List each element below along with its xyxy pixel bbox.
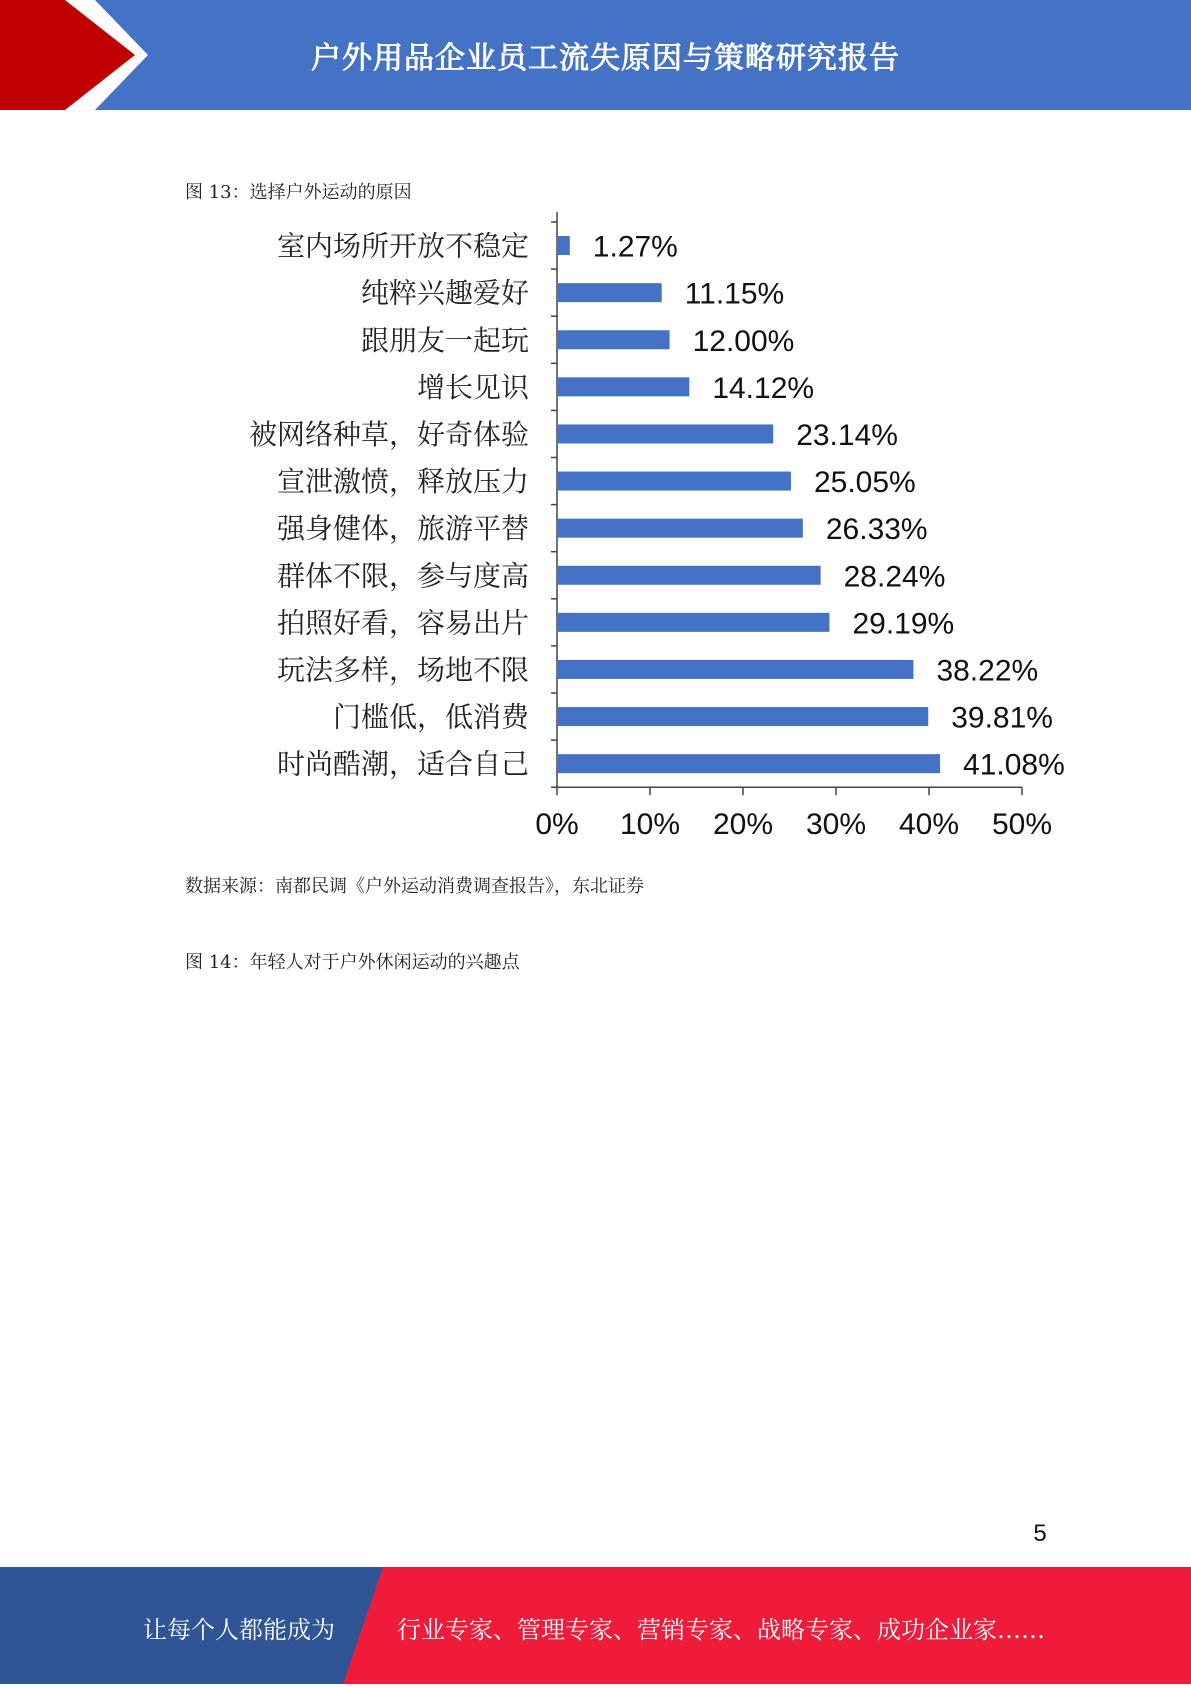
bar — [558, 472, 791, 491]
data-label: 14.12% — [712, 371, 815, 405]
data-label: 11.15% — [684, 277, 785, 311]
header-banner — [0, 0, 1191, 110]
data-label: 25.05% — [813, 466, 916, 500]
category-label: 时尚酷潮，适合自己 — [276, 747, 529, 781]
bar — [558, 519, 803, 538]
bar — [558, 377, 689, 396]
bar — [558, 613, 829, 632]
data-label: 28.24% — [843, 560, 946, 594]
category-label: 宣泄激愤，释放压力 — [276, 465, 529, 499]
data-label: 26.33% — [825, 513, 928, 547]
figure-13-source: 数据来源：南都民调《户外运动消费调查报告》，东北证券 — [185, 876, 644, 897]
value-tick-label: 30% — [805, 808, 867, 842]
value-tick-label: 10% — [619, 808, 681, 842]
category-label: 增长见识 — [416, 370, 529, 404]
reasons-bar-chart — [185, 210, 1085, 860]
document-title: 户外用品企业员工流失原因与策略研究报告 — [311, 41, 900, 76]
category-label: 门槛低，低消费 — [332, 700, 529, 734]
data-label: 1.27% — [592, 230, 678, 264]
category-label: 被网络种草，好奇体验 — [248, 417, 529, 451]
bar — [558, 330, 670, 349]
category-label: 纯粹兴趣爱好 — [360, 276, 529, 310]
category-label: 室内场所开放不稳定 — [276, 229, 529, 263]
page-number: 5 — [1033, 1520, 1047, 1547]
bar — [558, 283, 662, 302]
bar — [558, 236, 570, 255]
category-label: 玩法多样，场地不限 — [276, 653, 529, 687]
bar — [558, 566, 821, 585]
data-label: 12.00% — [692, 324, 795, 358]
data-label: 39.81% — [951, 701, 1053, 735]
figure-13-caption: 图 13：选择户外运动的原因 — [185, 182, 412, 203]
value-tick-label: 0% — [535, 808, 579, 842]
category-label: 强身健体，旅游平替 — [276, 512, 529, 546]
footer-slogan-right: 行业专家、管理专家、营销专家、战略专家、成功企业家…… — [397, 1616, 1045, 1644]
bar — [558, 660, 913, 679]
data-label: 23.14% — [796, 418, 898, 452]
value-tick-label: 50% — [991, 808, 1053, 842]
category-label: 群体不限，参与度高 — [276, 559, 529, 593]
value-tick-label: 40% — [898, 808, 960, 842]
bar — [558, 754, 940, 773]
category-label: 跟朋友一起玩 — [360, 323, 529, 357]
bar — [558, 424, 773, 443]
data-label: 29.19% — [852, 607, 955, 641]
data-label: 38.22% — [936, 654, 1039, 688]
footer-slogan-left: 让每个人都能成为 — [143, 1616, 335, 1644]
category-label: 拍照好看，容易出片 — [276, 606, 529, 640]
bar — [558, 707, 928, 726]
value-tick-label: 20% — [712, 808, 774, 842]
data-label: 41.08% — [963, 748, 1065, 782]
figure-14-caption: 图 14：年轻人对于户外休闲运动的兴趣点 — [185, 952, 520, 973]
